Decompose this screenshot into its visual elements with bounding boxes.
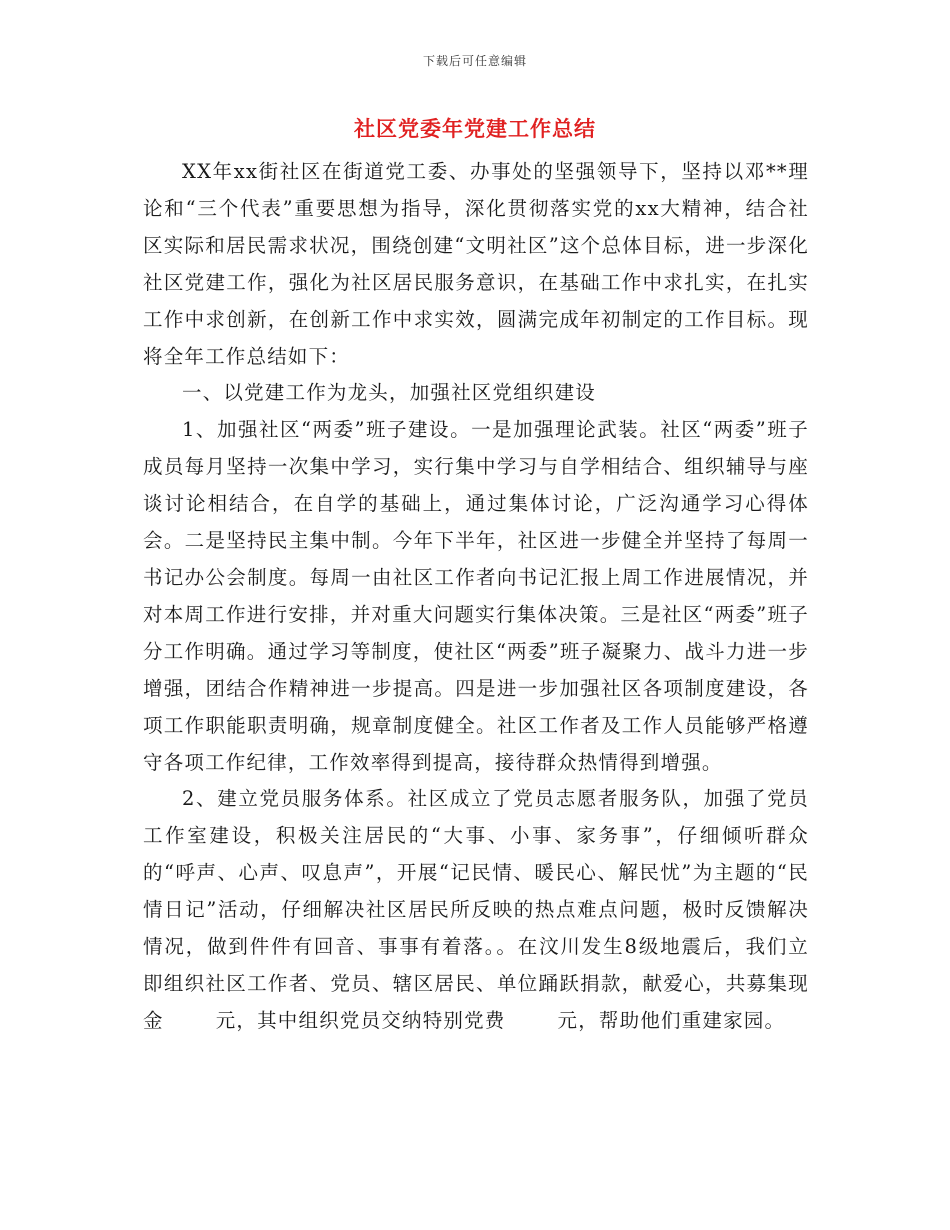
header-note: 下载后可任意编辑 — [422, 54, 527, 68]
document-body — [143, 154, 809, 1040]
section-heading: 一、以党建工作为龙头，加强社区党组织建设 — [182, 381, 597, 405]
item-2-paragraph — [143, 781, 809, 1039]
intro-paragraph: XX年xx街社区在街道党工委、办事处的坚强领导下，坚持以邓**理论和“三个代表”重要思想为指导，深化贯彻落实党的xx大精神，结合社区实际和居民需求状况，围绕创建“文明社区”这个总体目标，进一步深化社区党建工作，强化为社区居民服务意识，在基础工作中求扎实，在扎实工作中求创新，在创新工作中求实效，圆满完成年初制定的工作目标。现将全年工作总结如下： — [143, 160, 809, 368]
item-2-text-part-3: 元，帮助他们重建家园。 — [557, 1008, 786, 1032]
item-2-text-part-2: 元，其中组织党员交纳特别党费 — [215, 1008, 506, 1032]
document-title: 社区党委年党建工作总结 — [354, 116, 596, 141]
item-1-paragraph: 1、加强社区“两委”班子建设。一是加强理论武装。社区“两委”班子成员每月坚持一次集中学习，实行集中学习与自学相结合、组织辅导与座谈讨论相结合，在自学的基础上，通过集体讨论，广泛沟通学习心得体会。二是坚持民主集中制。今年下半年，社区进一步健全并坚持了每周一书记办公会制度。每周一由社区工作者向书记汇报上周工作进展情况，并对本周工作进行安排，并对重大问题实行集体决策。三是社区“两委”班子分工作明确。通过学习等制度，使社区“两委”班子凝聚力、战斗力进一步增强，团结合作精神进一步提高。四是进一步加强社区各项制度建设，各项工作职能职责明确，规章制度健全。社区工作者及工作人员能够严格遵守各项工作纪律，工作效率得到提高，接待群众热情得到增强。 — [143, 418, 809, 774]
item-2-text-part-1: 2、建立党员服务体系。社区成立了党员志愿者服务队，加强了党员工作室建设，积极关注居民的“大事、小事、家务事”，仔细倾听群众的“呼声、心声、叹息声”，开展“记民情、暖民心、解民忧”为主题的“民情日记”活动，仔细解决社区居民所反映的热点难点问题，极时反馈解决情况，做到件件有回音、事事有着落。。在汶川发生8级地震后，我们立即组织社区工作者、党员、辖区居民、单位踊跃捐款，献爱心，共募集现金 — [143, 787, 809, 1032]
